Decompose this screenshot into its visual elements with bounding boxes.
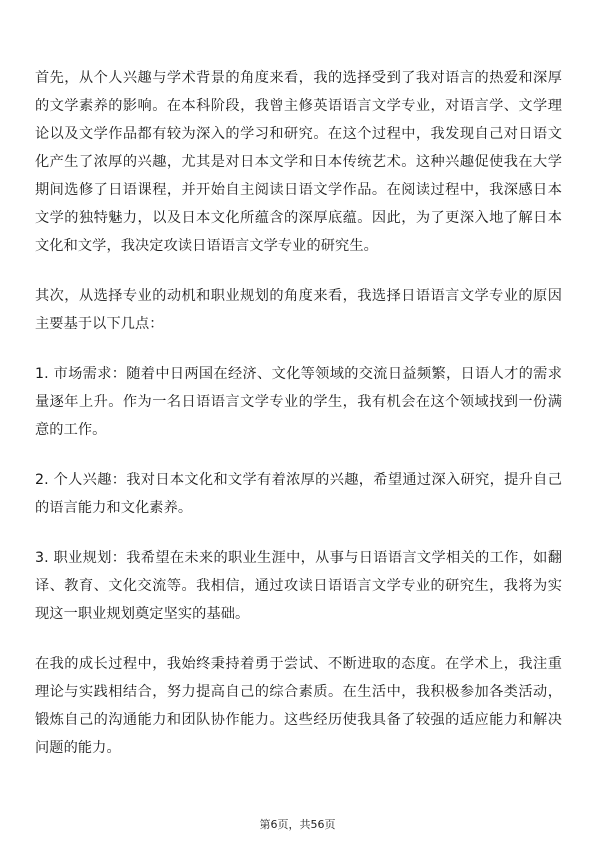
page-number-footer: 第6页，共56页 <box>259 818 336 831</box>
paragraph-personal-interest: 2. 个人兴趣：我对日本文化和文学有着浓厚的兴趣，希望通过深入研究，提升自己的语言能力和文化素养。 <box>35 472 562 516</box>
paragraph-market-demand: 1. 市场需求：随着中日两国在经济、文化等领域的交流日益频繁，日语人才的需求量逐年上升。作为一名日语语言文学专业的学生，我有机会在这个领域找到一份满意的工作。 <box>35 366 562 438</box>
paragraph-growth-experience: 在我的成长过程中，我始终秉持着勇于尝试、不断进取的态度。在学术上，我注重理论与实践相结合，努力提高自己的综合素质。在生活中，我积极参加各类活动，锻炼自己的沟通能力和团队协作能力。这些经历使我具备了较强的适应能力和解决问题的能力。 <box>35 656 562 756</box>
paragraph-career-plan: 3. 职业规划：我希望在未来的职业生涯中，从事与日语语言文学相关的工作，如翻译、教育、文化交流等。我相信，通过攻读日语语言文学专业的研究生，我将为实现这一职业规划奠定坚实的基础。 <box>35 550 562 622</box>
paragraph-motivation-intro: 其次，从选择专业的动机和职业规划的角度来看，我选择日语语言文学专业的原因主要基于以下几点： <box>35 288 562 332</box>
paragraph-interest-background: 首先，从个人兴趣与学术背景的角度来看，我的选择受到了我对语言的热爱和深厚的文学素养的影响。在本科阶段，我曾主修英语语言文学专业，对语言学、文学理论以及文学作品都有较为深入的学习和研究。在这个过程中，我发现自己对日语文化产生了浓厚的兴趣，尤其是对日本文学和日本传统艺术。这种兴趣促使我在大学期间选修了日语课程，并开始自主阅读日语文学作品。在阅读过程中，我深感日本文学的独特魅力，以及日本文化所蕴含的深厚底蕴。因此，为了更深入地了解日本文化和文学，我决定攻读日语语言文学专业的研究生。 <box>35 70 562 254</box>
document-body <box>35 64 562 784</box>
